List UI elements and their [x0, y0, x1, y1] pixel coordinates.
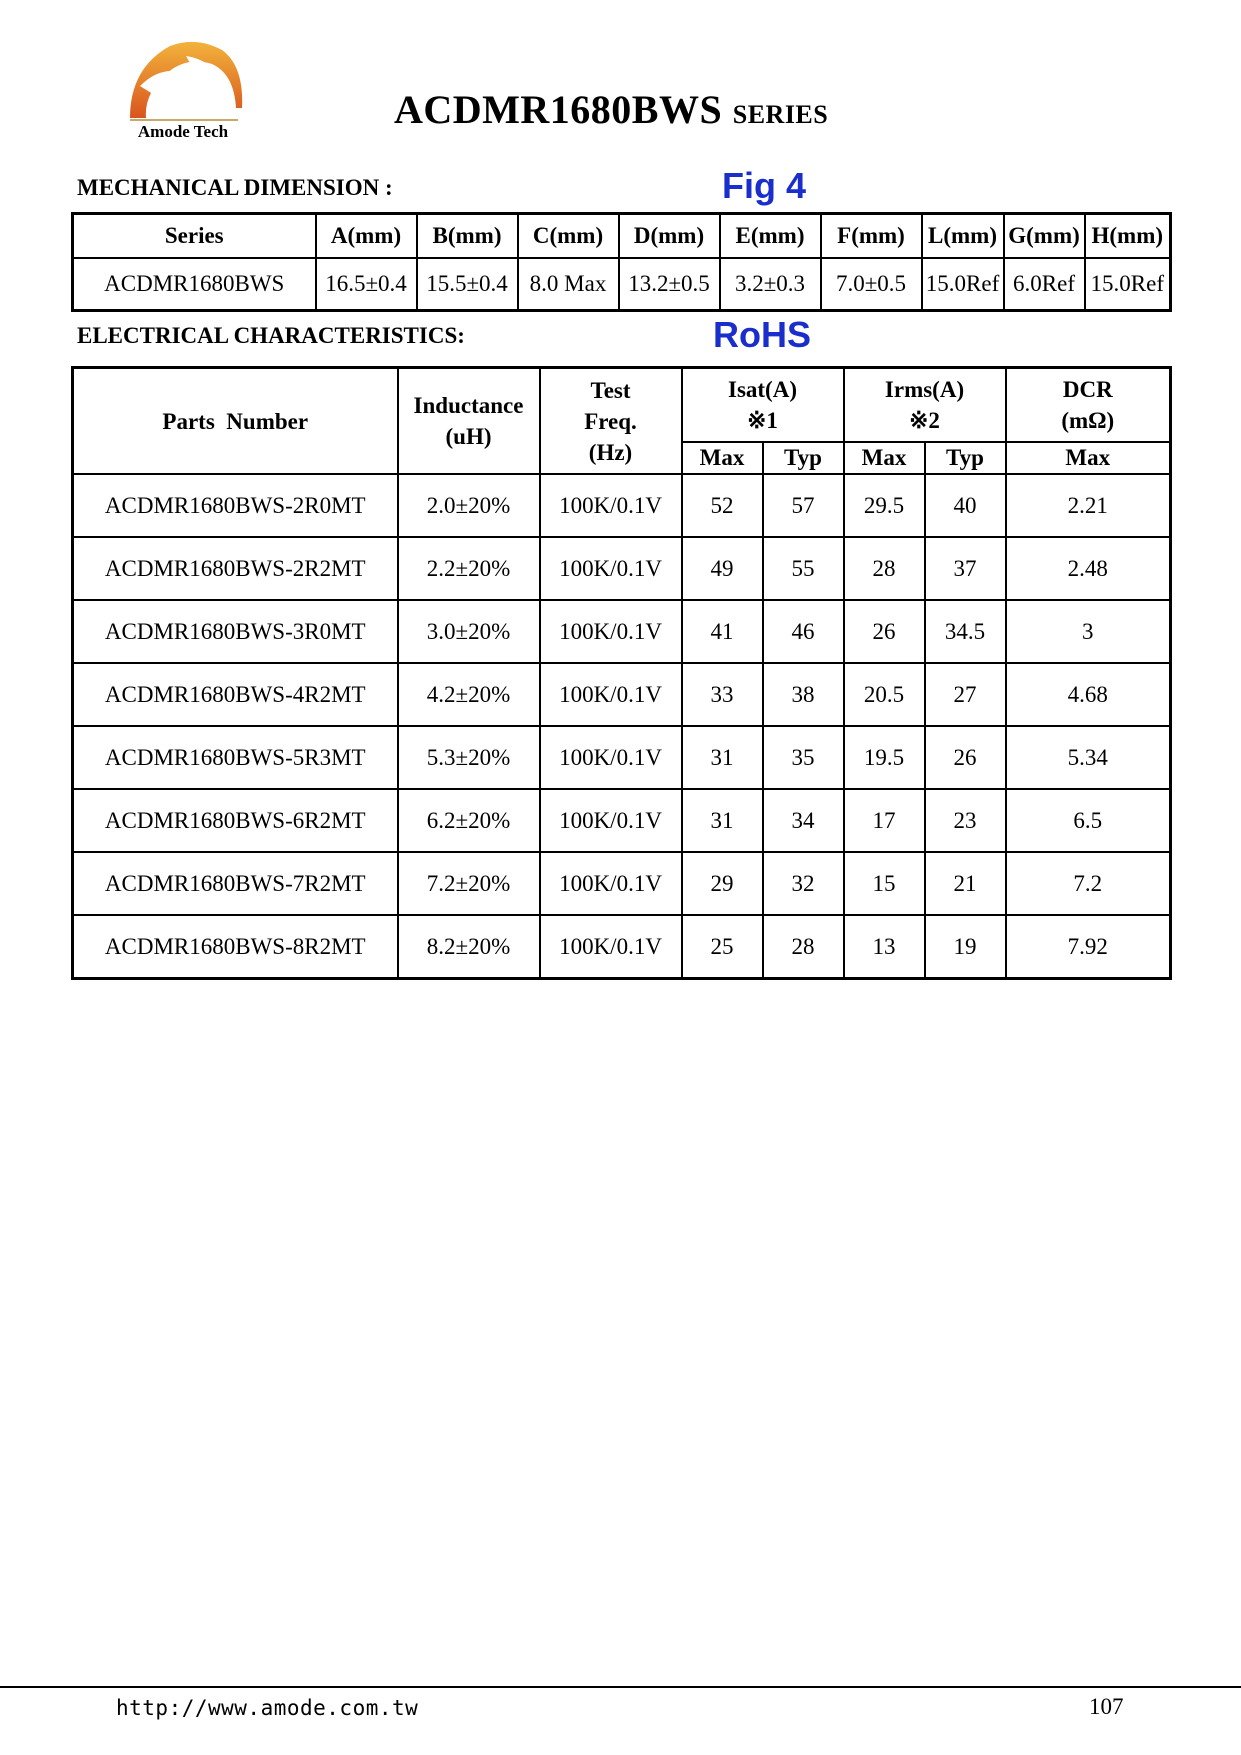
column-header: E(mm) — [720, 214, 821, 259]
table-cell: 27 — [925, 663, 1006, 726]
column-header-test-freq: Test Freq. (Hz) — [540, 368, 682, 475]
table-cell: 17 — [844, 789, 925, 852]
table-cell: 38 — [763, 663, 844, 726]
table-cell: 15.0Ref — [922, 258, 1004, 311]
table-cell: 19 — [925, 915, 1006, 979]
table-cell: 3.0±20% — [398, 600, 540, 663]
table-cell: 15.5±0.4 — [417, 258, 518, 311]
table-row — [73, 537, 1171, 600]
table-row — [73, 726, 1171, 789]
table-cell: 52 — [682, 474, 763, 537]
table-cell: 3.2±0.3 — [720, 258, 821, 311]
table-cell: 26 — [844, 600, 925, 663]
page-title — [394, 86, 828, 133]
table-row — [73, 789, 1171, 852]
table-cell: 100K/0.1V — [540, 663, 682, 726]
table-cell: 31 — [682, 726, 763, 789]
subheader-irms-max: Max — [844, 442, 925, 474]
table-cell: ACDMR1680BWS-3R0MT — [73, 600, 398, 663]
table-cell: ACDMR1680BWS-2R0MT — [73, 474, 398, 537]
column-header-irms: Irms(A) ※2 — [844, 368, 1006, 443]
table-cell: 21 — [925, 852, 1006, 915]
table-cell: 6.2±20% — [398, 789, 540, 852]
series-name: ACDMR1680BWS — [394, 87, 723, 132]
table-cell: 13 — [844, 915, 925, 979]
column-header: D(mm) — [619, 214, 720, 259]
table-cell: 55 — [763, 537, 844, 600]
table-header-row — [73, 368, 1171, 443]
table-cell: 2.2±20% — [398, 537, 540, 600]
table-cell: 49 — [682, 537, 763, 600]
table-cell: ACDMR1680BWS — [73, 258, 316, 311]
table-cell: 2.21 — [1006, 474, 1171, 537]
table-cell: 34 — [763, 789, 844, 852]
table-row — [73, 915, 1171, 979]
table-cell: 46 — [763, 600, 844, 663]
table-cell: 100K/0.1V — [540, 726, 682, 789]
page-number: 107 — [1089, 1694, 1124, 1719]
fig-label: Fig 4 — [722, 165, 807, 206]
table-cell: ACDMR1680BWS-5R3MT — [73, 726, 398, 789]
table-cell: ACDMR1680BWS-2R2MT — [73, 537, 398, 600]
rohs-label: RoHS — [713, 314, 811, 355]
table-cell: 16.5±0.4 — [316, 258, 417, 311]
table-cell: 13.2±0.5 — [619, 258, 720, 311]
column-header: C(mm) — [518, 214, 619, 259]
electrical-characteristics-table — [71, 366, 1172, 980]
table-cell: 7.92 — [1006, 915, 1171, 979]
column-header: Series — [73, 214, 316, 259]
table-row — [73, 663, 1171, 726]
table-cell: 5.3±20% — [398, 726, 540, 789]
column-header: G(mm) — [1004, 214, 1085, 259]
logo-sunburst-icon — [126, 38, 244, 122]
subheader-isat-typ: Typ — [763, 442, 844, 474]
table-cell: 29.5 — [844, 474, 925, 537]
table-cell: 40 — [925, 474, 1006, 537]
table-cell: ACDMR1680BWS-6R2MT — [73, 789, 398, 852]
table-cell: 5.34 — [1006, 726, 1171, 789]
table-cell: 2.0±20% — [398, 474, 540, 537]
table-cell: 6.5 — [1006, 789, 1171, 852]
table-cell: 31 — [682, 789, 763, 852]
table-cell: 4.68 — [1006, 663, 1171, 726]
table-cell: 34.5 — [925, 600, 1006, 663]
table-cell: 23 — [925, 789, 1006, 852]
table-cell: 6.0Ref — [1004, 258, 1085, 311]
table-cell: 100K/0.1V — [540, 600, 682, 663]
table-cell: 15 — [844, 852, 925, 915]
table-cell: 100K/0.1V — [540, 537, 682, 600]
series-suffix: SERIES — [732, 100, 829, 129]
table-cell: 7.0±0.5 — [821, 258, 922, 311]
table-cell: 28 — [763, 915, 844, 979]
table-cell: 20.5 — [844, 663, 925, 726]
column-header-inductance: Inductance (uH) — [398, 368, 540, 475]
table-cell: ACDMR1680BWS-8R2MT — [73, 915, 398, 979]
column-header: F(mm) — [821, 214, 922, 259]
column-header-dcr: DCR (mΩ) — [1006, 368, 1171, 443]
table-row — [73, 258, 1171, 311]
table-row — [73, 474, 1171, 537]
table-cell: 2.48 — [1006, 537, 1171, 600]
subheader-irms-typ: Typ — [925, 442, 1006, 474]
table-cell: ACDMR1680BWS-4R2MT — [73, 663, 398, 726]
table-cell: 7.2 — [1006, 852, 1171, 915]
footer-url: http://www.amode.com.tw — [116, 1696, 419, 1720]
table-cell: 57 — [763, 474, 844, 537]
column-header-part-number: Parts Number — [73, 368, 398, 475]
table-cell: 100K/0.1V — [540, 474, 682, 537]
table-header-row — [73, 214, 1171, 259]
table-cell: 4.2±20% — [398, 663, 540, 726]
table-cell: 100K/0.1V — [540, 852, 682, 915]
table-cell: ACDMR1680BWS-7R2MT — [73, 852, 398, 915]
column-header: H(mm) — [1085, 214, 1171, 259]
table-cell: 8.2±20% — [398, 915, 540, 979]
mechanical-dimension-heading: MECHANICAL DIMENSION : — [77, 175, 393, 200]
table-cell: 32 — [763, 852, 844, 915]
table-cell: 41 — [682, 600, 763, 663]
table-cell: 100K/0.1V — [540, 915, 682, 979]
column-header-isat: Isat(A) ※1 — [682, 368, 844, 443]
table-row — [73, 852, 1171, 915]
table-row — [73, 600, 1171, 663]
table-cell: 7.2±20% — [398, 852, 540, 915]
table-cell: 15.0Ref — [1085, 258, 1171, 311]
electrical-characteristics-heading: ELECTRICAL CHARACTERISTICS: — [77, 323, 465, 348]
table-cell: 26 — [925, 726, 1006, 789]
column-header: A(mm) — [316, 214, 417, 259]
table-cell: 28 — [844, 537, 925, 600]
footer-divider — [0, 1686, 1241, 1688]
table-cell: 33 — [682, 663, 763, 726]
table-cell: 35 — [763, 726, 844, 789]
company-logo — [118, 38, 258, 146]
subheader-dcr-max: Max — [1006, 442, 1171, 474]
mechanical-dimension-table — [71, 212, 1172, 312]
table-cell: 100K/0.1V — [540, 789, 682, 852]
subheader-isat-max: Max — [682, 442, 763, 474]
column-header: B(mm) — [417, 214, 518, 259]
table-cell: 25 — [682, 915, 763, 979]
column-header: L(mm) — [922, 214, 1004, 259]
table-cell: 19.5 — [844, 726, 925, 789]
table-cell: 29 — [682, 852, 763, 915]
table-cell: 37 — [925, 537, 1006, 600]
electrical-table-body — [73, 474, 1171, 979]
table-cell: 3 — [1006, 600, 1171, 663]
logo-text: Amode Tech — [137, 122, 229, 141]
table-cell: 8.0 Max — [518, 258, 619, 311]
